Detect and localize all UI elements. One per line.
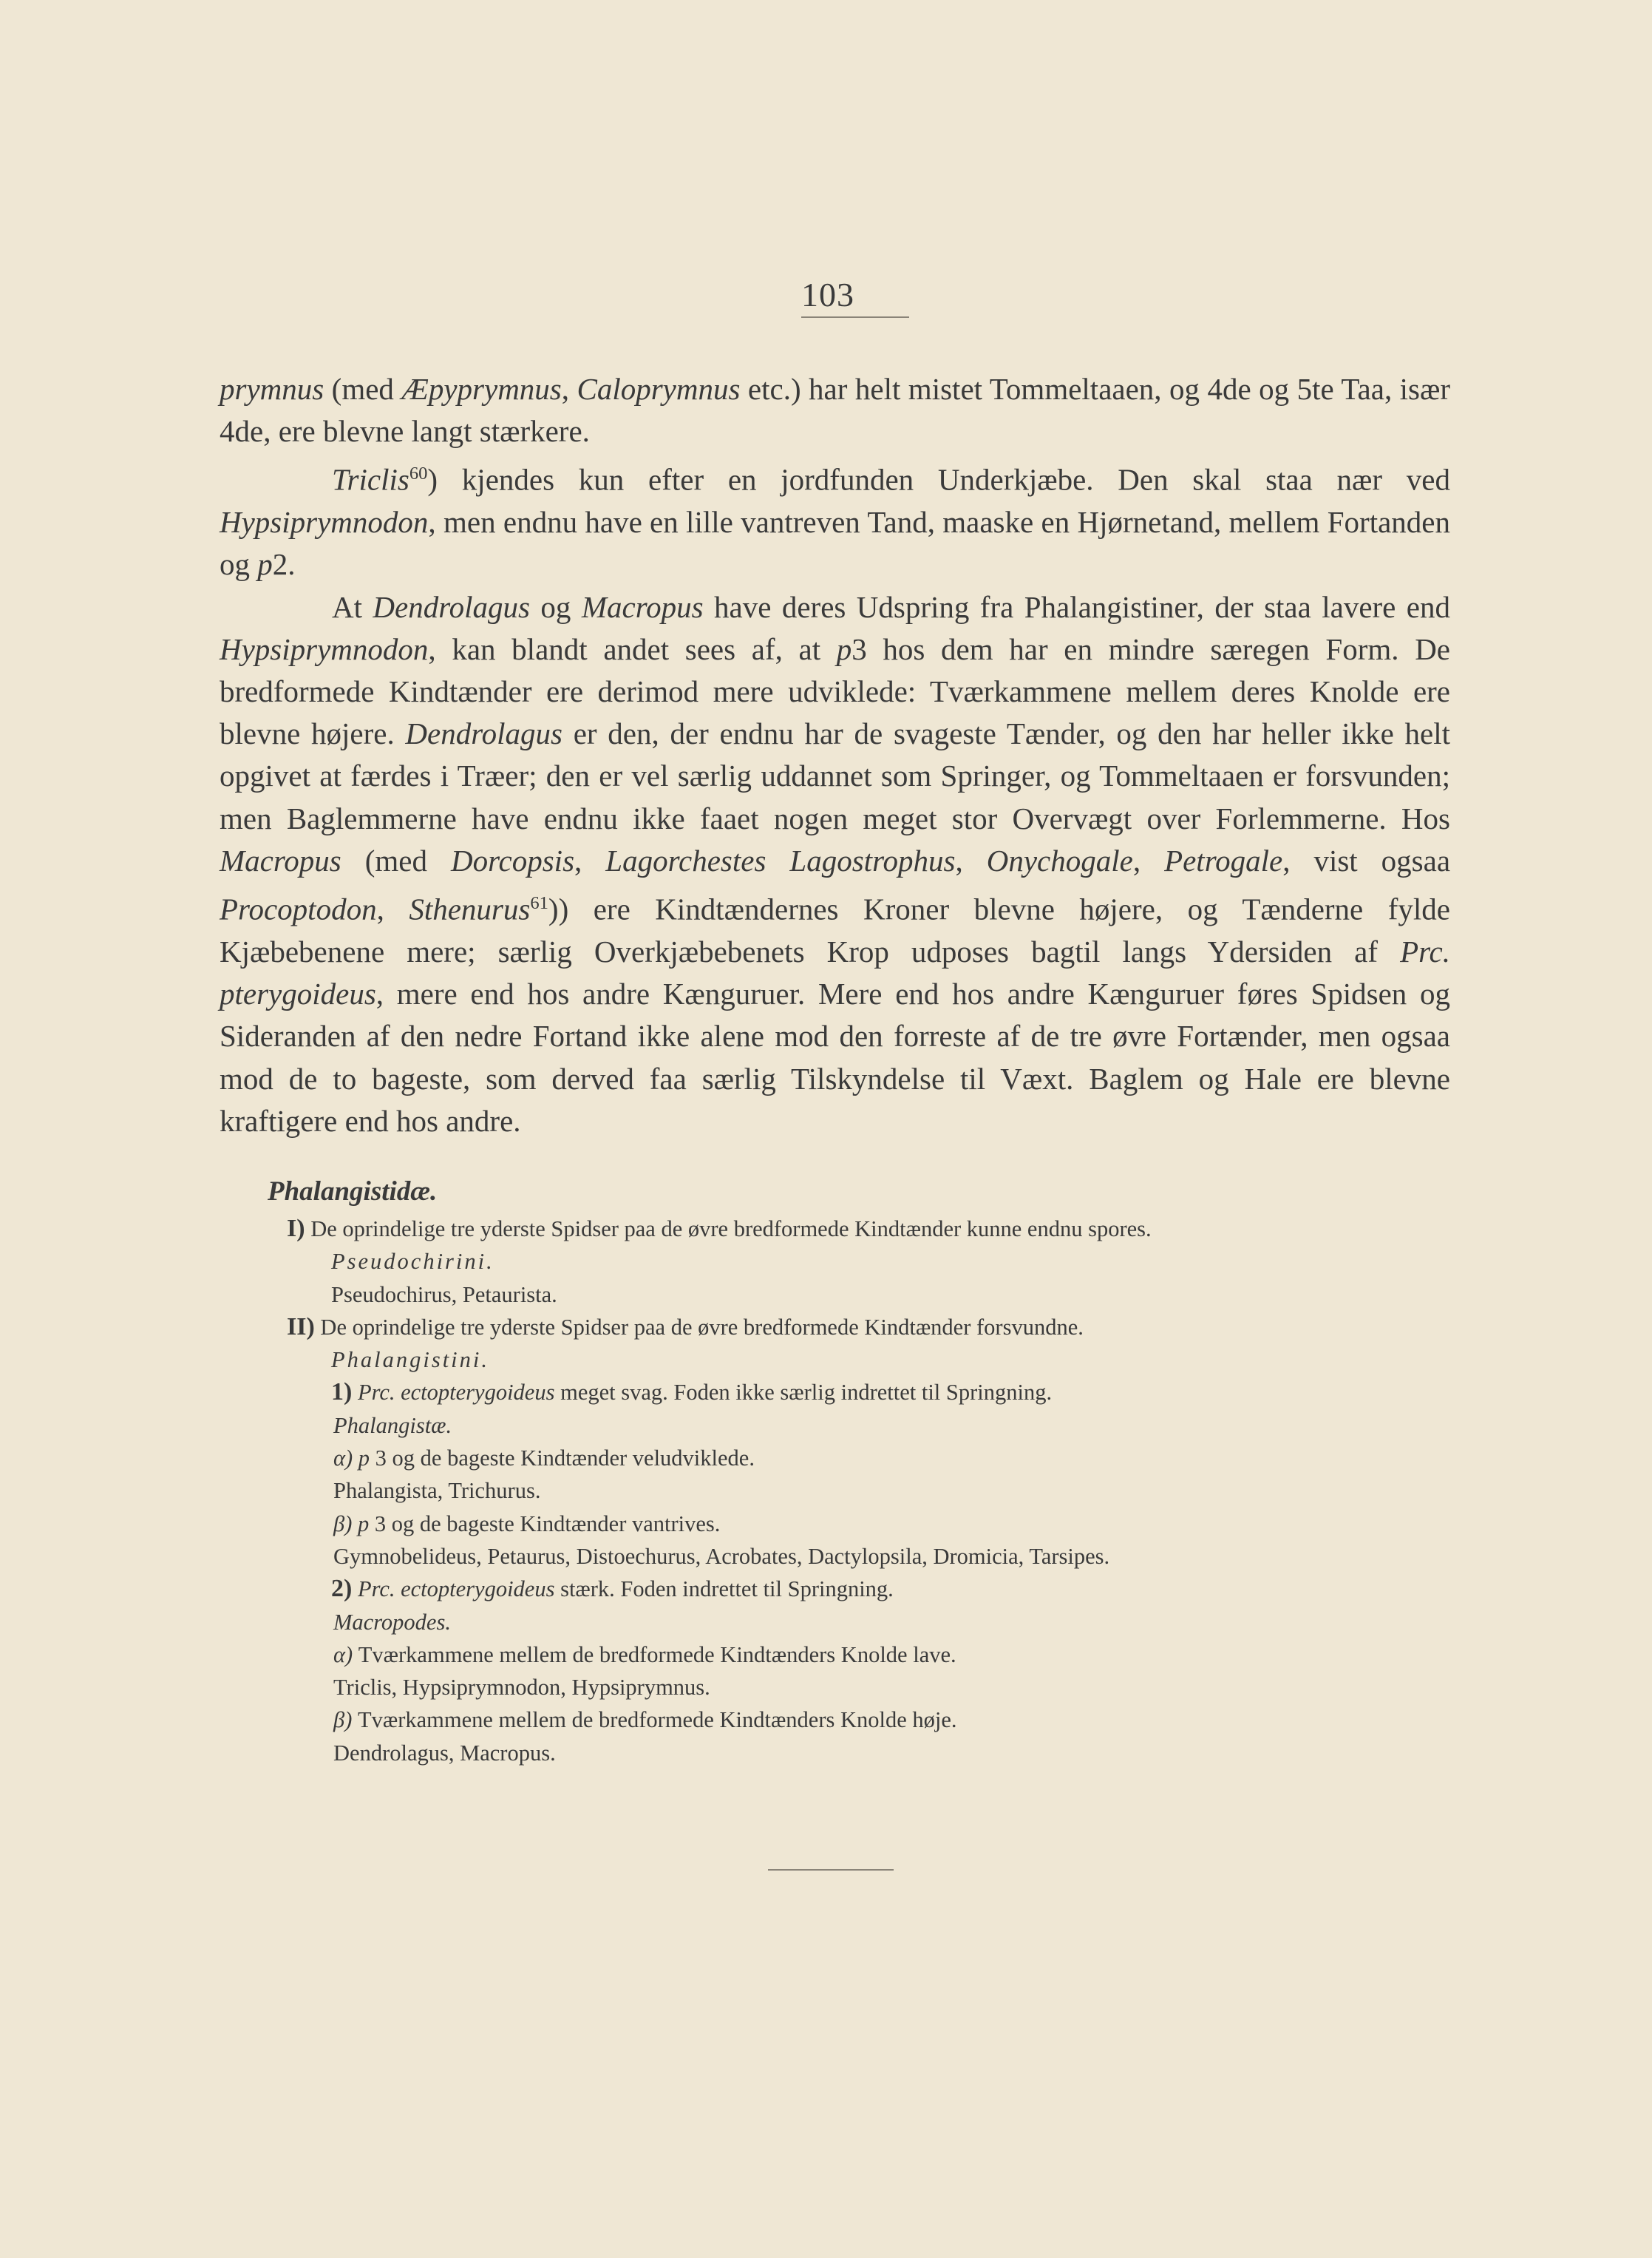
italic-text: Triclis	[332, 463, 409, 498]
bottom-rule	[768, 1869, 894, 1871]
text-run: meget svag. Foden ikke særlig indrettet til Springning.	[554, 1380, 1053, 1406]
italic-text: Macropus	[581, 589, 704, 624]
footnote-ref: 60	[409, 464, 428, 484]
text-run: Tværkammene mellem de bredformede Kindtænders Knolde høje.	[352, 1707, 957, 1733]
italic-text: Prc. ectopterygoideus	[357, 1380, 555, 1406]
italic-text: Macropus	[220, 843, 341, 878]
classification-line	[287, 1442, 1469, 1474]
italic-text: Hypsiprymnodon	[220, 505, 429, 540]
italic-text: Lagorchestes	[605, 843, 766, 878]
text-run: 3 og de bageste Kindtænder veludviklede.	[370, 1445, 755, 1471]
italic-text: Phalangistæ.	[333, 1412, 452, 1438]
text-run: ) kjendes kun efter en jordfunden Underkjæbe. Den skal staa nær ved	[427, 463, 1450, 498]
paragraph-2	[220, 452, 1450, 586]
classification-line	[287, 1245, 1469, 1278]
text-run: 2)	[331, 1575, 353, 1603]
italic-text: β)	[333, 1707, 353, 1733]
text-run: og	[530, 589, 582, 624]
footnote-ref: 61	[530, 893, 548, 914]
italic-text: Hypsiprymnodon	[220, 631, 429, 666]
text-run: , men endnu have en lille vantreven Tand, maaske en Hjørnetand, mellem Fortanden og	[220, 505, 1450, 582]
text-run	[352, 1511, 358, 1536]
italic-text: Æpyprymnus	[401, 372, 562, 406]
body-text	[220, 368, 1450, 1142]
classification-line	[287, 1540, 1469, 1573]
page-number-rule	[801, 316, 909, 318]
text-run: Phalangista, Trichurus.	[333, 1478, 541, 1504]
italic-text: p	[358, 1445, 370, 1471]
paragraph-3	[220, 586, 1450, 1142]
italic-text: p	[357, 1511, 370, 1536]
text-run: er den, der endnu har de svageste Tænder, og den har heller ikke helt opgivet at færdes i Træer; den er vel særlig uddannet som Springer, og Tommeltaaen er forsvunden; men Baglemmerne have endnu ikke faaet nogen meget stor Overvægt over Forlemmerne. Hos	[220, 716, 1450, 835]
italic-text: Phalangistini.	[331, 1347, 489, 1373]
italic-text: Prc. pterygoideus	[220, 934, 1450, 1011]
italic-text: α)	[333, 1445, 353, 1471]
section-heading: Phalangistidæ.	[268, 1176, 438, 1207]
text-run: Dendrolagus, Macropus.	[333, 1740, 556, 1766]
classification-line	[287, 1606, 1469, 1638]
italic-text: p	[836, 631, 852, 666]
classification-line	[287, 1311, 1469, 1343]
italic-text: prymnus	[220, 372, 324, 406]
italic-text: Caloprymnus	[577, 372, 741, 406]
classification-line	[287, 1474, 1469, 1507]
italic-text: Prc. ectopterygoideus	[357, 1576, 555, 1602]
classification-line	[287, 1213, 1469, 1245]
text-run: ,	[376, 892, 409, 926]
text-run: De oprindelige tre yderste Spidser paa de øvre bredformede Kindtænder forsvundne.	[314, 1314, 1084, 1340]
classification-line	[287, 1508, 1469, 1540]
classification-line	[287, 1278, 1469, 1311]
text-run: ,	[1132, 843, 1165, 878]
italic-text: Dorcopsis	[450, 843, 575, 878]
italic-text: Pseudochirini.	[331, 1249, 494, 1275]
paragraph-1	[220, 368, 1450, 452]
text-run: Pseudochirus, Petaurista.	[331, 1281, 557, 1307]
text-run: Triclis, Hypsiprymnodon, Hypsiprymnus.	[333, 1675, 710, 1701]
text-run: 3 og de bageste Kindtænder vantrives.	[369, 1511, 721, 1536]
text-run: 2.	[272, 547, 296, 582]
text-run	[352, 1380, 358, 1405]
classification-line	[287, 1409, 1469, 1442]
classification-line	[287, 1376, 1469, 1408]
text-run: I)	[287, 1215, 305, 1242]
italic-text: Sthenurus	[409, 892, 531, 926]
italic-text: α)	[333, 1641, 353, 1667]
text-run: )) ere Kindtændernes Kroner blevne højere, og Tænderne fylde Kjæbebenene mere; særlig Overkjæbebenets Krop udposes bagtil langs Ydersiden af	[220, 892, 1450, 969]
text-run: 3 hos dem har en mindre særegen Form. De bredformede Kindtænder ere derimod mere udviklede: Tværkammene mellem deres Knolde ere blevne højere.	[220, 631, 1450, 751]
text-run: have deres Udspring fra Phalangistiner, der staa lavere end	[703, 589, 1451, 624]
text-run: II)	[287, 1312, 315, 1340]
classification-line	[287, 1573, 1469, 1605]
italic-text: Procoptodon	[220, 892, 377, 926]
page-number: 103	[801, 276, 854, 313]
italic-text: p	[257, 547, 273, 582]
text-run: , mere end hos andre Kænguruer. Mere end hos andre Kænguruer føres Spidsen og Sideranden af den nedre Fortand ikke alene mod den forreste af de tre øvre Fortænder, men ogsaa mod de to bageste, som derved faa særlig Tilskyndelse til Væxt. Baglem og Hale ere blevne kraftigere end hos andre.	[220, 977, 1450, 1138]
text-run: At	[332, 589, 373, 624]
text-run: (med	[324, 372, 402, 406]
italic-text: Onychogale	[986, 843, 1133, 878]
text-run: etc.) har helt mistet Tommeltaaen, og 4de og 5te Taa, især 4de, ere blevne langt stærkere.	[220, 372, 1451, 449]
text-run: ,	[574, 843, 606, 878]
text-run: Tværkammene mellem de bredformede Kindtænders Knolde lave.	[353, 1641, 956, 1667]
classification-line	[287, 1343, 1469, 1376]
text-run: ,	[561, 372, 577, 406]
text-run: Gymnobelideus, Petaurus, Distoechurus, Acrobates, Dactylopsila, Dromicia, Tarsipes.	[333, 1543, 1110, 1569]
italic-text: Lagostrophus	[789, 843, 956, 878]
text-run: , kan blandt andet sees af, at	[428, 631, 837, 666]
italic-text: Macropodes.	[333, 1609, 451, 1635]
text-run: , vist ogsaa	[1282, 843, 1451, 878]
classification-line	[287, 1703, 1469, 1736]
classification-line	[287, 1671, 1469, 1703]
text-run: De oprindelige tre yderste Spidser paa de øvre bredformede Kindtænder kunne endnu spores.	[305, 1216, 1152, 1241]
italic-text: Petrogale	[1164, 843, 1283, 878]
italic-text: β)	[333, 1511, 353, 1536]
classification-line	[287, 1737, 1469, 1769]
text-run: (med	[341, 843, 451, 878]
italic-text: Dendrolagus	[405, 716, 563, 751]
text-run	[766, 844, 789, 878]
italic-text: Dendrolagus	[373, 589, 531, 624]
text-run: stærk. Foden indrettet til Springning.	[554, 1576, 894, 1602]
text-run	[352, 1576, 358, 1601]
classification-line	[287, 1638, 1469, 1671]
text-run	[353, 1445, 358, 1471]
text-run: ,	[955, 843, 987, 878]
text-run: 1)	[331, 1378, 353, 1406]
classification-list	[287, 1213, 1469, 1769]
